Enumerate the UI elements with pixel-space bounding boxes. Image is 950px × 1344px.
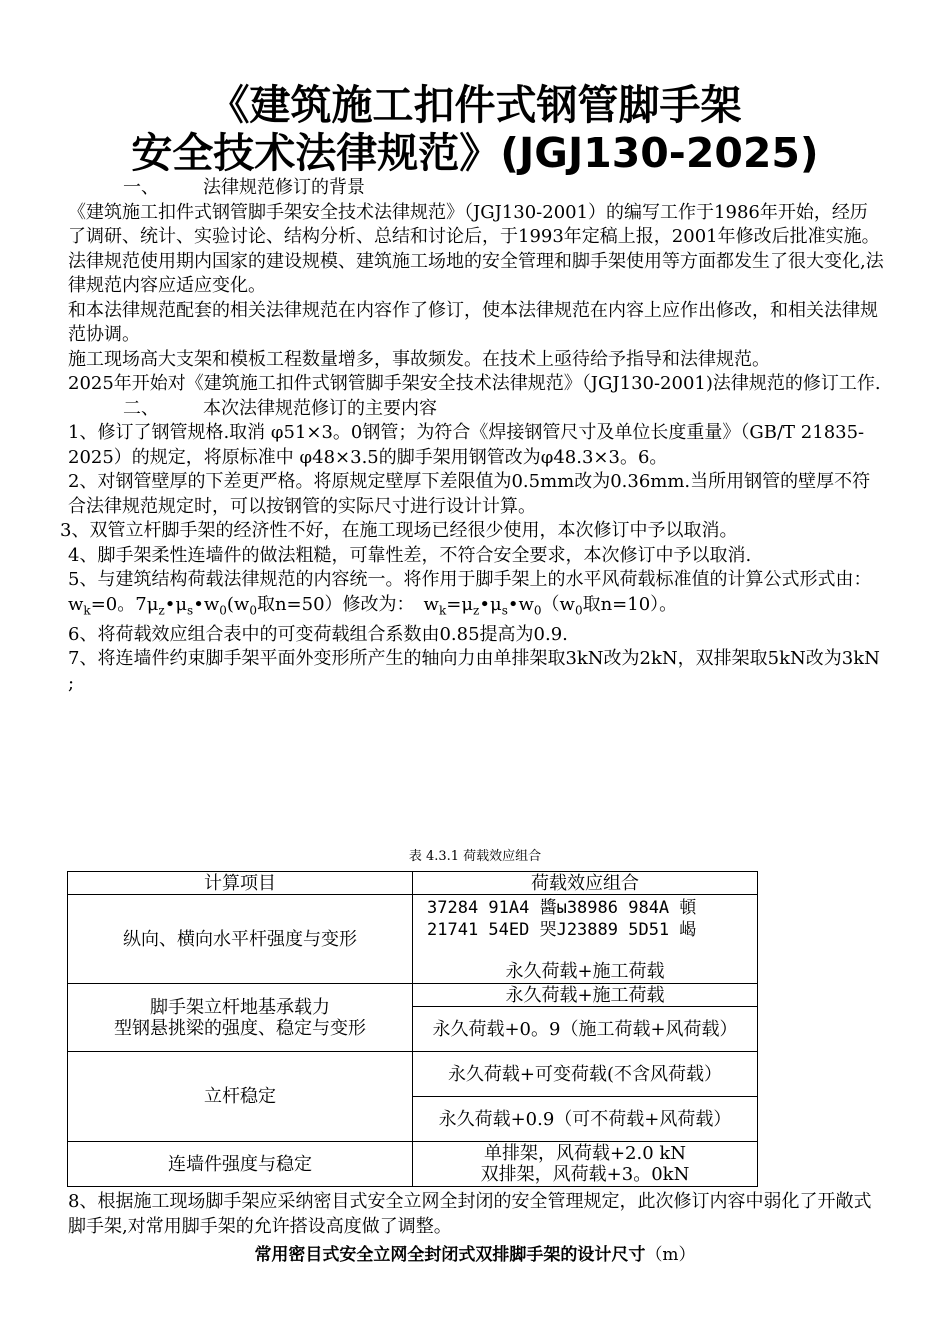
combo-text: 永久荷载+施工荷载: [505, 960, 665, 982]
section-number: 一、: [123, 177, 159, 198]
table-header-cell: 计算项目: [68, 872, 413, 895]
paragraph: 2025年开始对《建筑施工扣件式钢管脚手架安全技术法律规范》（JGJ130-2001)法律规范的修订工作.: [68, 373, 881, 394]
list-item-formula: 5、与建筑结构荷载法律规范的内容统一。将作用于脚手架上的水平风荷载标准值的计算公式形式由：$w_k=0$。$7\mu_z•\mu_s•w_0(w_0$取n=50）修改为： $w_k=\mu_z•\mu_s•w_0(w_0$取n=10）。: [68, 569, 872, 618]
table-cell: 立杆稳定: [68, 1052, 413, 1142]
section-heading-1: [68, 176, 884, 201]
section-heading-2: [68, 397, 884, 422]
table-cell: [413, 1142, 758, 1187]
paragraph: 法律规范使用期内国家的建设规模、建筑施工场地的安全管理和脚手架使用等方面都发生了很大变化,法律规范内容应适应变化。: [68, 250, 884, 296]
cell-line: 单排架，风荷载+2.0 kN: [483, 1143, 687, 1164]
document-body: [60, 176, 884, 696]
next-table-title: [0, 1240, 950, 1265]
load-combination-table: [67, 871, 758, 1187]
table-row: [68, 1052, 758, 1097]
next-table-title-unit: （m）: [645, 1245, 696, 1265]
table-cell: 永久荷载+施工荷载: [413, 984, 758, 1007]
list-item: 6、将荷载效应组合表中的可变荷载组合系数由0.85提高为0.9.: [68, 623, 568, 645]
table-cell: 永久荷载+0。9（施工荷载+风荷载）: [413, 1007, 758, 1052]
list-item: 7、将连墙件约束脚手架平面外变形所产生的轴向力由单排架取3kN改为2kN，双排架取5kN改为3kN ;: [68, 648, 880, 694]
table-header-row: [68, 872, 758, 895]
paragraph: 施工现场高大支架和模板工程数量增多，事故频发。在技术上亟待给予指导和法律规范。: [68, 348, 770, 370]
table-row: [68, 1142, 758, 1187]
paragraph: 《建筑施工扣件式钢管脚手架安全技术法律规范》（JGJ130-2001）的编写工作于1986年开始，经历了调研、统计、实验讨论、结构分析、总结和讨论后，于1993年定稿上报，2001年修改后批准实施。: [68, 201, 880, 247]
list-item: 1、修订了钢管规格.取消 φ51×3。0钢管；为符合《焊接钢管尺寸及单位长度重量》（GB/T 21835-2025）的规定，将原标准中 φ48×3.5的脚手架用钢管改为φ48.3×3。6。: [68, 422, 865, 468]
table-cell: [68, 984, 413, 1052]
table-cell: 永久荷载+0.9（可不荷载+风荷载）: [413, 1097, 758, 1142]
list-item: 3、双管立杆脚手架的经济性不好，在施工现场已经很少使用，本次修订中予以取消。: [60, 520, 738, 541]
section-number: 二、: [123, 397, 159, 419]
list-item: 8、根据施工现场脚手架应采纳密目式安全立网全封闭的安全管理规定，此次修订内容中弱化了开敞式脚手架,对常用脚手架的允许搭设高度做了调整。: [68, 1191, 872, 1237]
list-item: 4、脚手架柔性连墙件的做法粗糙，可靠性差，不符合安全要求，本次修订中予以取消.: [68, 544, 752, 566]
table-header-cell: 荷载效应组合: [413, 872, 758, 895]
cell-line: 脚手架立杆地基承载力: [150, 996, 330, 1018]
document-title-line2: 安全技术法律规范》(JGJ130-2025): [131, 129, 819, 177]
section-title: 本次法律规范修订的主要内容: [203, 397, 437, 419]
table-cell: 纵向、横向水平杆强度与变形: [68, 895, 413, 984]
list-item: 2、对钢管壁厚的下差更严格。将原规定壁厚下差限值为0.5mm改为0.36mm.当所用钢管的壁厚不符合法律规范规定时，可以按钢管的实际尺寸进行设计计算。: [68, 471, 871, 517]
table-cell: [413, 895, 758, 984]
table-cell: 永久荷载+可变荷载(不含风荷载）: [413, 1052, 758, 1097]
garbled-text: 37284 91A4 醬ы38986 984A 頓: [427, 897, 697, 918]
cell-line: 型钢悬挑梁的强度、稳定与变形: [114, 1017, 366, 1039]
next-table-title-text: 常用密目式安全立网全封闭式双排脚手架的设计尺寸: [254, 1245, 646, 1265]
table-cell: 连墙件强度与稳定: [68, 1142, 413, 1187]
table-row: [68, 895, 758, 984]
document-body-continued: [68, 1190, 884, 1239]
paragraph: 和本法律规范配套的相关法律规范在内容作了修订，使本法律规范在内容上应作出修改，和相关法律规范协调。: [68, 299, 878, 345]
section-title: 法律规范修订的背景: [203, 177, 365, 198]
document-title-line1: 《建筑施工扣件式钢管脚手架: [208, 81, 742, 129]
table-caption: 表 4.3.1 荷载效应组合: [408, 849, 542, 864]
cell-line: 双排架，风荷载+3。0kN: [480, 1164, 690, 1185]
garbled-text: 21741 54ED 哭J23889 5D51 嵑: [427, 919, 697, 940]
table-row: [68, 984, 758, 1007]
